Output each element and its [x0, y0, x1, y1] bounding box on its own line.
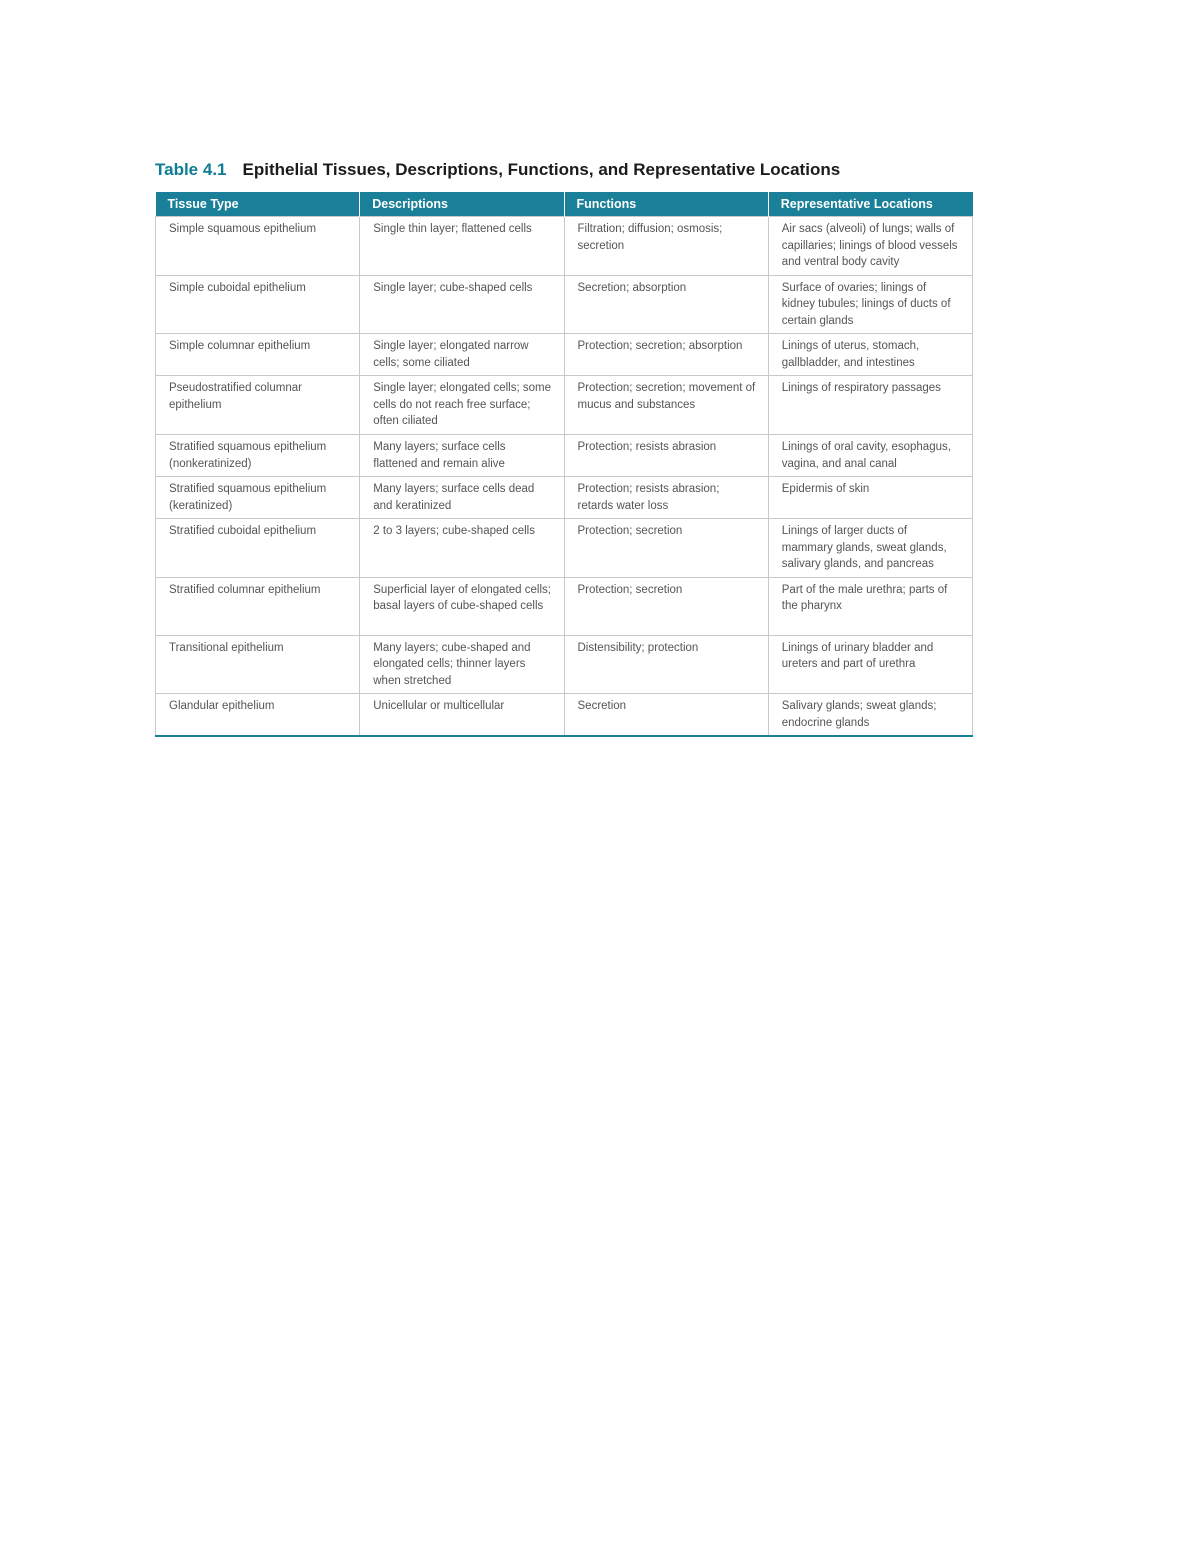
function-cell: Distensibility; protection: [564, 635, 768, 694]
table-row: [156, 577, 973, 635]
table-row: [156, 376, 973, 435]
location-cell: Linings of uterus, stomach, gallbladder, and intestines: [768, 334, 972, 376]
column-header-functions: Functions: [564, 192, 768, 217]
table-row: [156, 275, 973, 334]
table-row: [156, 477, 973, 519]
function-cell: Protection; secretion: [564, 577, 768, 635]
description-cell: Many layers; cube-shaped and elongated cells; thinner layers when stretched: [360, 635, 564, 694]
table-row: [156, 435, 973, 477]
table-row: [156, 334, 973, 376]
description-cell: Many layers; surface cells flattened and remain alive: [360, 435, 564, 477]
description-cell: Many layers; surface cells dead and keratinized: [360, 477, 564, 519]
table-row: [156, 694, 973, 737]
function-cell: Protection; secretion: [564, 519, 768, 578]
function-cell: Protection; resists abrasion; retards water loss: [564, 477, 768, 519]
location-cell: Linings of respiratory passages: [768, 376, 972, 435]
function-cell: Secretion: [564, 694, 768, 737]
table-row: [156, 217, 973, 276]
location-cell: Epidermis of skin: [768, 477, 972, 519]
header-row: [156, 192, 973, 217]
table-caption: [155, 160, 840, 180]
description-cell: Single layer; elongated narrow cells; some ciliated: [360, 334, 564, 376]
location-cell: Linings of urinary bladder and ureters and part of urethra: [768, 635, 972, 694]
function-cell: Secretion; absorption: [564, 275, 768, 334]
table-row: [156, 635, 973, 694]
description-cell: Single layer; elongated cells; some cells do not reach free surface; often ciliated: [360, 376, 564, 435]
location-cell: Part of the male urethra; parts of the pharynx: [768, 577, 972, 635]
location-cell: Surface of ovaries; linings of kidney tubules; linings of ducts of certain glands: [768, 275, 972, 334]
table-row: [156, 519, 973, 578]
tissue-type-cell: Stratified squamous epithelium (nonkeratinized): [156, 435, 360, 477]
tissue-type-cell: Stratified squamous epithelium (keratinized): [156, 477, 360, 519]
column-header-descriptions: Descriptions: [360, 192, 564, 217]
location-cell: Salivary glands; sweat glands; endocrine glands: [768, 694, 972, 737]
function-cell: Filtration; diffusion; osmosis; secretion: [564, 217, 768, 276]
description-cell: Superficial layer of elongated cells; basal layers of cube-shaped cells: [360, 577, 564, 635]
tissue-type-cell: Pseudostratified columnar epithelium: [156, 376, 360, 435]
table-number: Table 4.1: [155, 160, 227, 179]
description-cell: Single layer; cube-shaped cells: [360, 275, 564, 334]
tissue-type-cell: Simple columnar epithelium: [156, 334, 360, 376]
function-cell: Protection; secretion; movement of mucus and substances: [564, 376, 768, 435]
function-cell: Protection; resists abrasion: [564, 435, 768, 477]
tissue-type-cell: Stratified columnar epithelium: [156, 577, 360, 635]
tissue-type-cell: Simple squamous epithelium: [156, 217, 360, 276]
tissue-type-cell: Simple cuboidal epithelium: [156, 275, 360, 334]
table-title: Epithelial Tissues, Descriptions, Functions, and Representative Locations: [242, 160, 841, 179]
location-cell: Linings of larger ducts of mammary glands, sweat glands, salivary glands, and pancreas: [768, 519, 972, 578]
location-cell: Air sacs (alveoli) of lungs; walls of capillaries; linings of blood vessels and ventral body cavity: [768, 217, 972, 276]
description-cell: 2 to 3 layers; cube-shaped cells: [360, 519, 564, 578]
tissue-type-cell: Transitional epithelium: [156, 635, 360, 694]
description-cell: Unicellular or multicellular: [360, 694, 564, 737]
column-header-tissue-type: Tissue Type: [156, 192, 360, 217]
function-cell: Protection; secretion; absorption: [564, 334, 768, 376]
column-header-locations: Representative Locations: [768, 192, 972, 217]
tissue-type-cell: Glandular epithelium: [156, 694, 360, 737]
epithelial-tissues-table: [155, 192, 973, 737]
description-cell: Single thin layer; flattened cells: [360, 217, 564, 276]
tissue-type-cell: Stratified cuboidal epithelium: [156, 519, 360, 578]
location-cell: Linings of oral cavity, esophagus, vagina, and anal canal: [768, 435, 972, 477]
